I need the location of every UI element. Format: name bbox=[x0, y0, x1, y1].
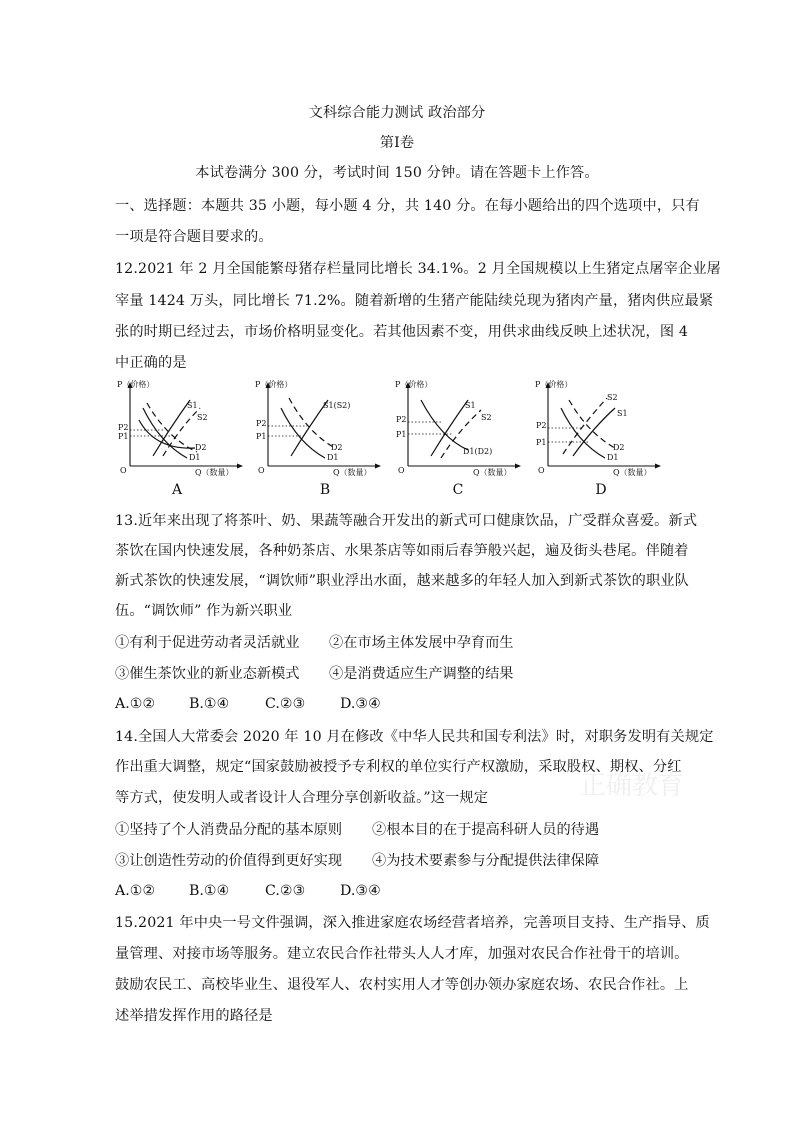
origin-label: O bbox=[120, 466, 127, 475]
question-14-text: 作出重大调整，规定“国家鼓励被授予专利权的单位实行产权激励，采取股权、期权、分红 bbox=[115, 759, 682, 775]
s1-label: S1 bbox=[617, 409, 628, 418]
option-b[interactable]: B.①④ bbox=[189, 883, 230, 899]
demand-curve-d2 bbox=[569, 400, 615, 448]
demand-curve-d1 bbox=[421, 400, 468, 450]
graph-c bbox=[393, 378, 523, 482]
graph-b bbox=[253, 378, 383, 482]
p-axis-label: P（价格） bbox=[535, 380, 573, 389]
statement-4: ④是消费适应生产调整的结果 bbox=[329, 666, 514, 682]
d1-label: D1 bbox=[189, 453, 201, 462]
option-a[interactable]: A.①② bbox=[115, 883, 156, 899]
question-13-text: 茶饮在国内快速发展，各种奶茶店、水果茶店等如雨后春笋般兴起，遍及街头巷尾。伴随着 bbox=[115, 543, 689, 559]
statement-1: ①有利于促进劳动者灵活就业 bbox=[115, 635, 300, 651]
p1-label: P1 bbox=[536, 438, 547, 447]
option-a[interactable]: A.①② bbox=[115, 696, 156, 712]
option-d[interactable]: D.③④ bbox=[340, 883, 381, 899]
d1-label: D1(D2) bbox=[463, 447, 493, 456]
question-15-text: 述举措发挥作用的路径是 bbox=[115, 1008, 273, 1024]
question-12-text: 12.2021 年 2 月全国能繁母猪存栏量同比增长 34.1%。2 月全国规模以上生猪定点屠宰企业屠 bbox=[115, 261, 721, 277]
graph-a-label: A bbox=[171, 482, 183, 498]
demand-curve-d1 bbox=[281, 408, 325, 458]
exam-instructions: 本试卷满分 300 分，考试时间 150 分钟。请在答题卡上作答。 bbox=[195, 165, 599, 181]
question-13-text: 新式茶饮的快速发展，“调饮师”职业浮出水面，越来越多的年轻人加入到新式茶饮的职业队 bbox=[115, 573, 689, 589]
q-axis-label: Q（数量） bbox=[613, 468, 652, 477]
volume-label: 第Ⅰ卷 bbox=[379, 135, 415, 151]
option-c[interactable]: C.②③ bbox=[265, 883, 306, 899]
question-12-text: 宰量 1424 万头，同比增长 71.2%。随着新增的生猪产能陆续兑现为猪肉产量，猪肉供应最紧 bbox=[115, 293, 714, 309]
question-13-text: 伍。“调饮师” 作为新兴职业 bbox=[115, 603, 293, 619]
origin-label: O bbox=[538, 466, 545, 475]
p1-label: P1 bbox=[396, 430, 407, 439]
option-b[interactable]: B.①④ bbox=[189, 696, 230, 712]
p1-label: P1 bbox=[256, 432, 267, 441]
axis-arrow bbox=[515, 464, 521, 469]
origin-label: O bbox=[258, 466, 265, 475]
graph-a bbox=[115, 378, 245, 482]
question-14-text: 14.全国人大常委会 2020 年 10 月在修改《中华人民共和国专利法》时，对职务发明有关规定 bbox=[115, 729, 714, 745]
page-title: 文科综合能力测试 政治部分 bbox=[308, 105, 486, 121]
p-axis-label: P（价格） bbox=[117, 380, 155, 389]
d1-label: D1 bbox=[607, 453, 619, 462]
question-15-text: 15.2021 年中央一号文件强调，深入推进家庭农场经营者培养，完善项目支持、生产指导、质 bbox=[115, 915, 710, 931]
question-13-text: 13.近年来出现了将茶叶、奶、果蔬等融合开发出的新式可口健康饮品，广受群众喜爱。新式 bbox=[115, 513, 698, 529]
question-12-text: 张的时期已经过去，市场价格明显变化。若其他因素不变，用供求曲线反映上述状况，图 4 bbox=[115, 324, 689, 340]
s2-label: S2 bbox=[607, 393, 618, 402]
demand-curve-d1 bbox=[143, 408, 187, 458]
question-12-text: 中正确的是 bbox=[115, 355, 187, 371]
graph-d-label: D bbox=[595, 482, 607, 498]
graph-b-label: B bbox=[319, 482, 331, 498]
question-14-text: 等方式，使发明人或者设计人合理分享创新收益。”这一规定 bbox=[115, 790, 489, 806]
statement-2: ②根本目的在于提高科研人员的待遇 bbox=[372, 822, 600, 838]
graph-b-svg bbox=[253, 378, 383, 478]
p1-label: P1 bbox=[118, 432, 129, 441]
axis-arrow bbox=[655, 464, 661, 469]
statement-3: ③让创造性劳动的价值得到更好实现 bbox=[115, 853, 343, 869]
supply-curve-s2 bbox=[563, 398, 607, 454]
s2-label: S2 bbox=[481, 413, 492, 422]
axis-arrow bbox=[375, 464, 381, 469]
origin-label: O bbox=[398, 466, 405, 475]
graph-a-svg bbox=[115, 378, 245, 478]
d2-label: D2 bbox=[195, 443, 207, 452]
p2-label: P2 bbox=[256, 419, 267, 428]
question-15-text: 鼓励农民工、高校毕业生、退役军人、农村实用人才等创办领办家庭农场、农民合作社。上 bbox=[115, 977, 689, 993]
statement-2: ②在市场主体发展中孕育而生 bbox=[329, 635, 514, 651]
graph-d-svg bbox=[533, 378, 663, 478]
p2-label: P2 bbox=[396, 415, 407, 424]
question-15-text: 量管理、对接市场等服务。建立农民合作社带头人人才库，加强对农民合作社骨干的培训。 bbox=[115, 946, 689, 962]
axis-arrow bbox=[237, 464, 243, 469]
statement-4: ④为技术要素参与分配提供法律保障 bbox=[372, 853, 600, 869]
section-heading: 一、选择题：本题共 35 小题，每小题 4 分，共 140 分。在每小题给出的四个选项中，只有 bbox=[115, 198, 700, 214]
statement-3: ③催生茶饮业的新业态新模式 bbox=[115, 666, 300, 682]
statement-1: ①坚持了个人消费品分配的基本原则 bbox=[115, 822, 343, 838]
p2-label: P2 bbox=[118, 423, 129, 432]
graph-c-label: C bbox=[452, 482, 464, 498]
p-axis-label: P（价格） bbox=[395, 380, 433, 389]
option-d[interactable]: D.③④ bbox=[340, 696, 381, 712]
option-c[interactable]: C.②③ bbox=[265, 696, 306, 712]
d2-label: D2 bbox=[613, 443, 625, 452]
s1-label: S1 bbox=[187, 401, 198, 410]
p-axis-label: P（价格） bbox=[255, 380, 293, 389]
s1-label: S1(S2) bbox=[323, 401, 351, 410]
p2-label: P2 bbox=[536, 421, 547, 430]
demand-curve-d1 bbox=[561, 408, 605, 458]
q-axis-label: Q（数量） bbox=[195, 468, 234, 477]
s1-label: S1 bbox=[465, 401, 476, 410]
q-axis-label: Q（数量） bbox=[473, 468, 512, 477]
graph-c-svg bbox=[393, 378, 523, 478]
graph-d bbox=[533, 378, 663, 482]
d1-label: D1 bbox=[327, 453, 339, 462]
watermark: 正确教育 bbox=[580, 771, 685, 801]
d2-label: D2 bbox=[331, 443, 343, 452]
section-heading-cont: 一项是符合题目要求的。 bbox=[115, 229, 273, 245]
q-axis-label: Q（数量） bbox=[333, 468, 372, 477]
s2-label: S2 bbox=[197, 413, 208, 422]
